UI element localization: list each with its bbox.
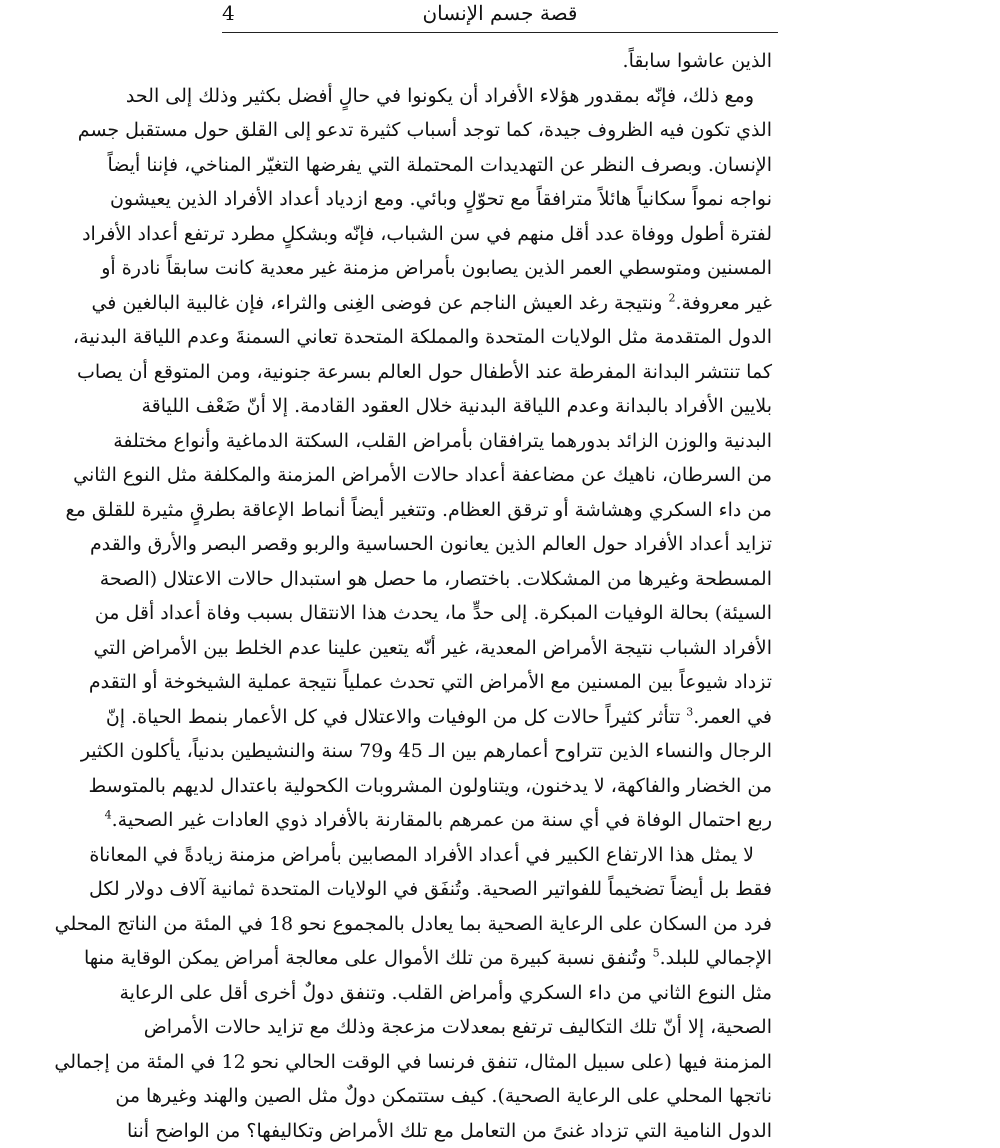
line-text: من داء السكري وهشاشة أو ترقق العظام. وتتغير أيضاً أنماط الإعاقة بطرقٍ مثيرة للقلق مع [66, 499, 772, 521]
line-text: بلايين الأفراد بالبدانة وعدم اللياقة البدنية خلال العقود القادمة. إلا أنّ ضَعْف اللياقة [141, 395, 772, 417]
text-line [230, 1079, 772, 1114]
text-line [230, 734, 772, 769]
line-text: تزداد شيوعاً بين المسنين مع الأمراض التي تحدث عملياً نتيجة عملية الشيخوخة أو التقدم [89, 671, 772, 693]
line-text: تزايد أعداد الأفراد حول العالم الذين يعانون الحساسية والربو وقصر البصر والأرق والقدم [90, 533, 772, 555]
footnote-marker: 5 [653, 947, 660, 960]
line-text: الإنسان. وبصرف النظر عن التهديدات المحتملة التي يفرضها التغيّر المناخي، فإننا أيضاً [107, 154, 772, 176]
line-text: الدول النامية التي تزداد غنىً من التعامل مع تلك الأمراض وتكاليفها؟ من الواضح أننا [127, 1120, 772, 1142]
line-text: ناتجها المحلي على الرعاية الصحية). كيف ستتمكن دولٌ مثل الصين والهند وغيرها من [115, 1085, 772, 1107]
line-text: فقط بل أيضاً تضخيماً للفواتير الصحية. وتُنفَق في الولايات المتحدة ثمانية آلاف دولار لكل [89, 878, 772, 900]
line-text-continued: وتُنفق نسبة كبيرة من تلك الأموال على معالجة أمراض يمكن الوقاية منها [84, 947, 653, 969]
text-line [230, 1114, 772, 1148]
text-line [230, 389, 772, 424]
line-text: الدول المتقدمة مثل الولايات المتحدة والمملكة المتحدة تعاني السمنةَ وعدم اللياقة البدنية، [73, 326, 772, 348]
line-text: الذين عاشوا سابقاً. [623, 50, 772, 72]
line-text: الأفراد الشباب نتيجة الأمراض المعدية، غير أنّه يتعين علينا عدم الخلط بين الأمراض التي [94, 637, 772, 659]
footnote-marker: 2 [668, 291, 675, 304]
text-line [230, 1045, 772, 1080]
line-text: نواجه نمواً سكانياً هائلاً مترافقاً مع تحوّلٍ وبائي. ومع ازدياد أعداد الأفراد الذين يعيشون [110, 188, 772, 210]
line-text-continued: ونتيجة رغد العيش الناجم عن فوضى الغِنى والثراء، فإن غالبية البالغين في [91, 292, 668, 314]
text-line [230, 286, 772, 321]
line-text: الذي تكون فيه الظروف جيدة، كما توجد أسباب كثيرة تدعو إلى القلق حول مستقبل جسم [78, 119, 772, 141]
line-text: البدنية والوزن الزائد بدورهما يترافقان بأمراض القلب، السكتة الدماغية وأنواع مختلفة [113, 430, 772, 452]
text-line [230, 251, 772, 286]
text-line [230, 562, 772, 597]
text-line [230, 838, 772, 873]
line-text: فرد من السكان على الرعاية الصحية بما يعادل بالمجموع نحو 18 في المئة من الناتج المحلي [55, 913, 772, 935]
text-line [230, 907, 772, 942]
text-line [230, 44, 772, 79]
text-line [230, 113, 772, 148]
line-text: المسنين ومتوسطي العمر الذين يصابون بأمراض مزمنة غير معدية كانت سابقاً نادرة أو [101, 257, 772, 279]
text-line [230, 320, 772, 355]
line-text: السيئة) بحالة الوفيات المبكرة. إلى حدٍّ ما، يحدث هذا الانتقال بسبب وفاة أعداد أقل من [95, 602, 772, 624]
running-title: قصة جسم الإنسان [222, 0, 778, 26]
page-header [222, 0, 778, 33]
paragraph [230, 44, 772, 79]
body-text [230, 44, 772, 1148]
line-text: ومع ذلك، فإنّه بمقدور هؤلاء الأفراد أن يكونوا في حالٍ أفضل بكثير وذلك إلى الحد [126, 85, 754, 107]
line-text: مثل النوع الثاني من داء السكري وأمراض القلب. وتنفق دولٌ أخرى أقل على الرعاية [119, 982, 772, 1004]
line-text: من السرطان، ناهيك عن مضاعفة أعداد حالات الأمراض المزمنة والمكلفة مثل النوع الثاني [73, 464, 772, 486]
text-line [230, 872, 772, 907]
text-line [230, 1010, 772, 1045]
line-text: الرجال والنساء الذين تتراوح أعمارهم بين الـ 45 و79 سنة والنشيطين بدنياً، يأكلون الكثير [81, 740, 772, 762]
text-line [230, 527, 772, 562]
line-text: المزمنة فيها (على سبيل المثال، تنفق فرنسا في الوقت الحالي نحو 12 في المئة من إجمالي [54, 1051, 772, 1073]
line-text: في العمر. [693, 706, 772, 728]
footnote-marker: 4 [105, 809, 112, 822]
text-line [230, 458, 772, 493]
line-text: ربع احتمال الوفاة في أي سنة من عمرهم بالمقارنة بالأفراد ذوي العادات غير الصحية. [112, 809, 772, 831]
text-line [230, 803, 772, 838]
text-line [230, 769, 772, 804]
text-line [230, 217, 772, 252]
line-text: الإجمالي للبلد. [660, 947, 772, 969]
text-line [230, 182, 772, 217]
line-text: الصحية، إلا أنّ تلك التكاليف ترتفع بمعدلات مزعجة وذلك مع تزايد حالات الأمراض [144, 1016, 772, 1038]
line-text-continued: تتأثر كثيراً حالات كل من الوفيات والاعتلال في كل الأعمار بنمط الحياة. إنّ [106, 706, 686, 728]
text-line [230, 355, 772, 390]
line-text: لا يمثل هذا الارتفاع الكبير في أعداد الأفراد المصابين بأمراض مزمنة زيادةً في المعاناة [89, 844, 754, 866]
paragraph [230, 838, 772, 1148]
text-line [230, 596, 772, 631]
line-text: كما تنتشر البدانة المفرطة عند الأطفال حول العالم بسرعة جنونية، ومن المتوقع أن يصاب [77, 361, 772, 383]
line-text: من الخضار والفاكهة، لا يدخنون، ويتناولون المشروبات الكحولية باعتدال لديهم بالمتوسط [89, 775, 773, 797]
line-text: لفترة أطول ووفاة عدد أقل منهم في سن الشباب، فإنّه وبشكلٍ مطرد ترتفع أعداد الأفراد [82, 223, 772, 245]
line-text: غير معروفة. [675, 292, 772, 314]
paragraph [230, 79, 772, 838]
page-number: 4 [222, 0, 235, 26]
text-line [230, 424, 772, 459]
text-line [230, 700, 772, 735]
text-line [230, 665, 772, 700]
text-line [230, 976, 772, 1011]
text-line [230, 941, 772, 976]
text-line [230, 493, 772, 528]
text-line [230, 148, 772, 183]
line-text: المسطحة وغيرها من المشكلات. باختصار، ما حصل هو استبدال حالات الاعتلال (الصحة [100, 568, 772, 590]
text-line [230, 631, 772, 666]
footnote-marker: 3 [686, 705, 693, 718]
text-line [230, 79, 772, 114]
